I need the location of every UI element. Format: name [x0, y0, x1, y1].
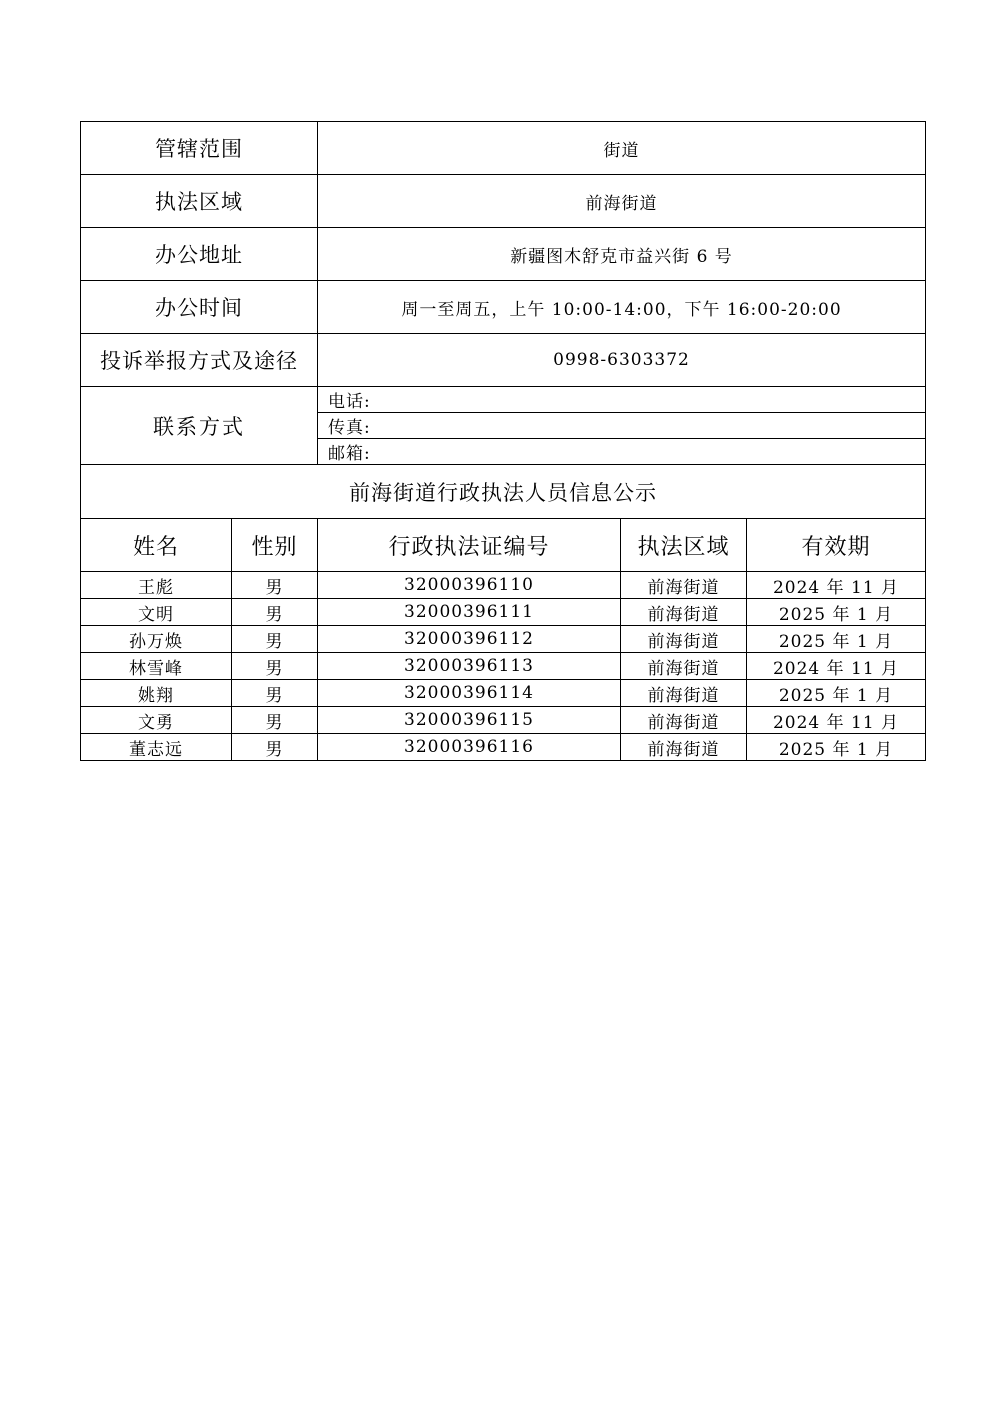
info-row-office-address: [81, 228, 926, 281]
office-address-value: 新疆图木舒克市益兴街 6 号: [318, 228, 926, 281]
person-name: 王彪: [81, 572, 232, 599]
info-row-office-hours: [81, 281, 926, 334]
table-row: [81, 653, 926, 680]
person-cert-no: 32000396116: [318, 734, 621, 761]
person-validity: 2025 年 1 月: [747, 734, 926, 761]
person-area: 前海街道: [621, 599, 747, 626]
table-row: [81, 680, 926, 707]
person-cert-no: 32000396110: [318, 572, 621, 599]
complaint-channel-label: 投诉举报方式及途径: [81, 334, 318, 387]
enforcement-area-value: 前海街道: [318, 175, 926, 228]
person-cert-no: 32000396114: [318, 680, 621, 707]
person-cert-no: 32000396115: [318, 707, 621, 734]
person-validity: 2025 年 1 月: [747, 599, 926, 626]
table-row: [81, 572, 926, 599]
enforcement-area-label: 执法区域: [81, 175, 318, 228]
info-row-jurisdiction: [81, 122, 926, 175]
office-address-label: 办公地址: [81, 228, 318, 281]
person-area: 前海街道: [621, 572, 747, 599]
person-cert-no: 32000396112: [318, 626, 621, 653]
person-name: 姚翔: [81, 680, 232, 707]
person-gender: 男: [232, 680, 318, 707]
header-gender: 性别: [232, 519, 318, 572]
law-enforcement-info-table: [80, 121, 926, 761]
person-validity: 2024 年 11 月: [747, 572, 926, 599]
person-name: 董志远: [81, 734, 232, 761]
contact-label: 联系方式: [81, 387, 318, 465]
header-validity: 有效期: [747, 519, 926, 572]
person-area: 前海街道: [621, 734, 747, 761]
person-validity: 2025 年 1 月: [747, 626, 926, 653]
person-name: 林雪峰: [81, 653, 232, 680]
jurisdiction-value: 街道: [318, 122, 926, 175]
table-row: [81, 599, 926, 626]
person-name: 孙万焕: [81, 626, 232, 653]
personnel-header-row: [81, 519, 926, 572]
section-title-row: [81, 465, 926, 519]
info-row-enforcement-area: [81, 175, 926, 228]
person-gender: 男: [232, 653, 318, 680]
person-cert-no: 32000396111: [318, 599, 621, 626]
complaint-channel-value: 0998-6303372: [318, 334, 926, 387]
jurisdiction-label: 管辖范围: [81, 122, 318, 175]
person-gender: 男: [232, 572, 318, 599]
person-name: 文勇: [81, 707, 232, 734]
person-validity: 2024 年 11 月: [747, 653, 926, 680]
person-gender: 男: [232, 707, 318, 734]
section-title: 前海街道行政执法人员信息公示: [81, 465, 926, 519]
contact-email: 邮箱:: [318, 439, 926, 465]
person-validity: 2024 年 11 月: [747, 707, 926, 734]
table-row: [81, 707, 926, 734]
office-hours-value: 周一至周五，上午 10:00-14:00，下午 16:00-20:00: [318, 281, 926, 334]
table-row: [81, 734, 926, 761]
person-area: 前海街道: [621, 626, 747, 653]
person-validity: 2025 年 1 月: [747, 680, 926, 707]
table-row: [81, 626, 926, 653]
person-name: 文明: [81, 599, 232, 626]
person-area: 前海街道: [621, 680, 747, 707]
office-hours-label: 办公时间: [81, 281, 318, 334]
header-name: 姓名: [81, 519, 232, 572]
header-area: 执法区域: [621, 519, 747, 572]
contact-row-phone: [81, 387, 926, 413]
person-area: 前海街道: [621, 653, 747, 680]
contact-phone: 电话:: [318, 387, 926, 413]
person-cert-no: 32000396113: [318, 653, 621, 680]
info-row-complaint-channel: [81, 334, 926, 387]
contact-fax: 传真:: [318, 413, 926, 439]
person-gender: 男: [232, 734, 318, 761]
header-cert-no: 行政执法证编号: [318, 519, 621, 572]
person-area: 前海街道: [621, 707, 747, 734]
person-gender: 男: [232, 626, 318, 653]
person-gender: 男: [232, 599, 318, 626]
